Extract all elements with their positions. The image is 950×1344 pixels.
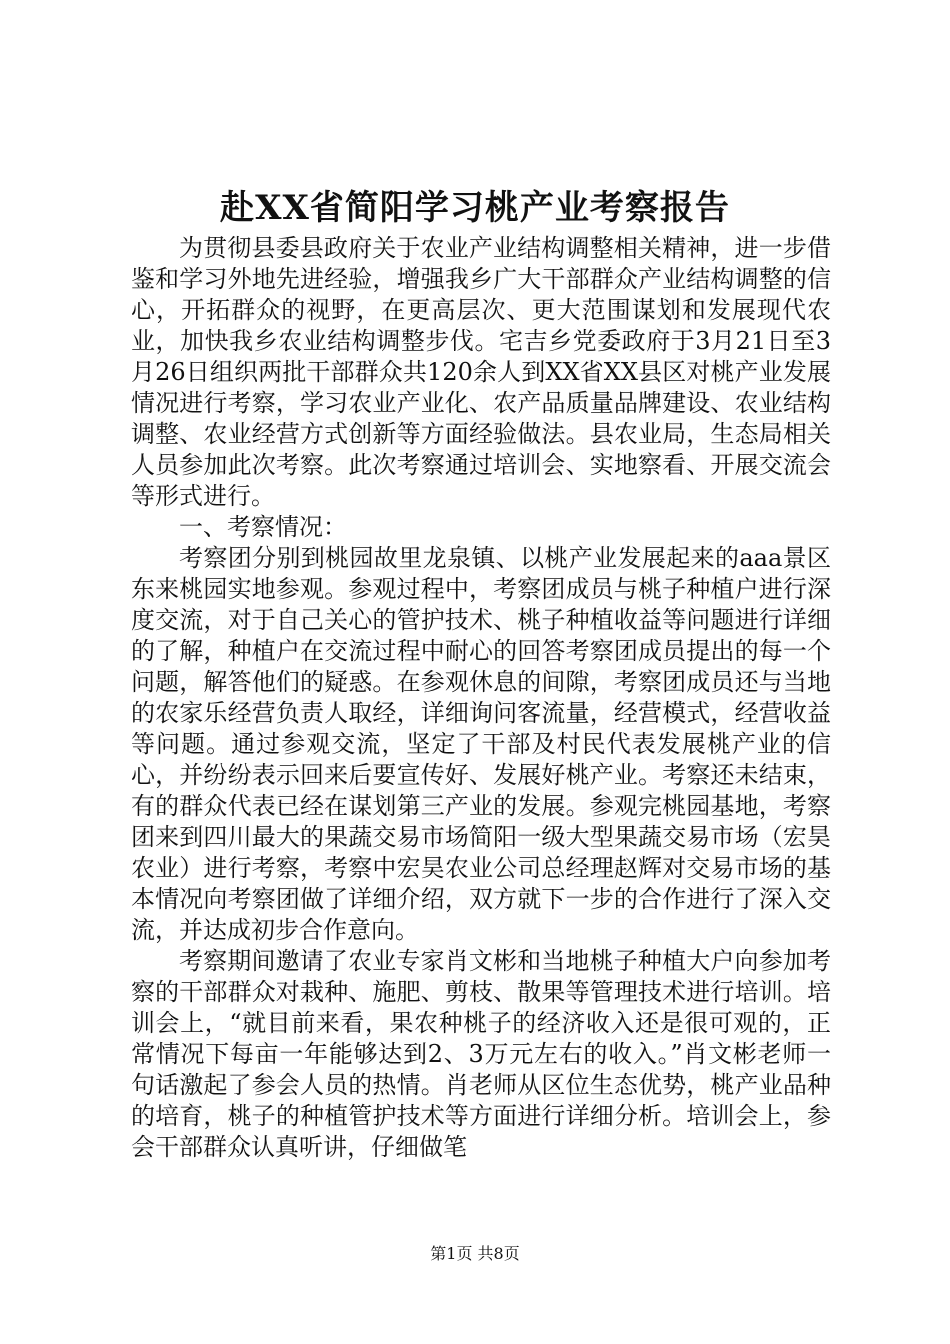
paragraph-visit: 考察团分别到桃园故里龙泉镇、以桃产业发展起来的aaa景区东来桃园实地参观。参观过程中，考察团成员与桃子种植户进行深度交流，对于自己关心的管护技术、桃子种植收益等问题进行详细的了解，种植户在交流过程中耐心的回答考察团成员提出的每一个问题，解答他们的疑惑。在参观休息的间隙，考察团成员还与当地的农家乐经营负责人取经，详细询问客流量，经营模式，经营收益等问题。通过参观交流，坚定了干部及村民代表发展桃产业的信心，并纷纷表示回来后要宣传好、发展好桃产业。考察还未结束，有的群众代表已经在谋划第三产业的发展。参观完桃园基地，考察团来到四川最大的果蔬交易市场简阳一级大型果蔬交易市场（宏昊农业）进行考察，考察中宏昊农业公司总经理赵辉对交易市场的基本情况向考察团做了详细介绍，双方就下一步的合作进行了深入交流，并达成初步合作意向。 [131,544,831,944]
document-title: 赴XX省简阳学习桃产业考察报告 [220,188,730,228]
document-body [131,233,831,1163]
paragraph-training: 考察期间邀请了农业专家肖文彬和当地桃子种植大户向参加考察的干部群众对栽种、施肥、剪枝、散果等管理技术进行培训。培训会上，“就目前来看，果农种桃子的经济收入还是很可观的，正常情况下每亩一年能够达到2、3万元左右的收入。”肖文彬老师一句话激起了参会人员的热情。肖老师从区位生态优势，桃产业品种的培育，桃子的种植管护技术等方面进行详细分析。培训会上，参会干部群众认真听讲，仔细做笔 [131,947,831,1161]
paragraph-intro: 为贯彻县委县政府关于农业产业结构调整相关精神，进一步借鉴和学习外地先进经验，增强我乡广大干部群众产业结构调整的信心，开拓群众的视野，在更高层次、更大范围谋划和发展现代农业，加快我乡农业结构调整步伐。宅吉乡党委政府于3月21日至3月26日组织两批干部群众共120余人到XX省XX县区对桃产业发展情况进行考察，学习农业产业化、农产品质量品牌建设、农业结构调整、农业经营方式创新等方面经验做法。县农业局，生态局相关人员参加此次考察。此次考察通过培训会、实地察看、开展交流会等形式进行。 [131,234,831,510]
section-heading: 一、考察情况： [179,513,347,541]
page-number-footer: 第1页 共8页 [430,1244,520,1263]
